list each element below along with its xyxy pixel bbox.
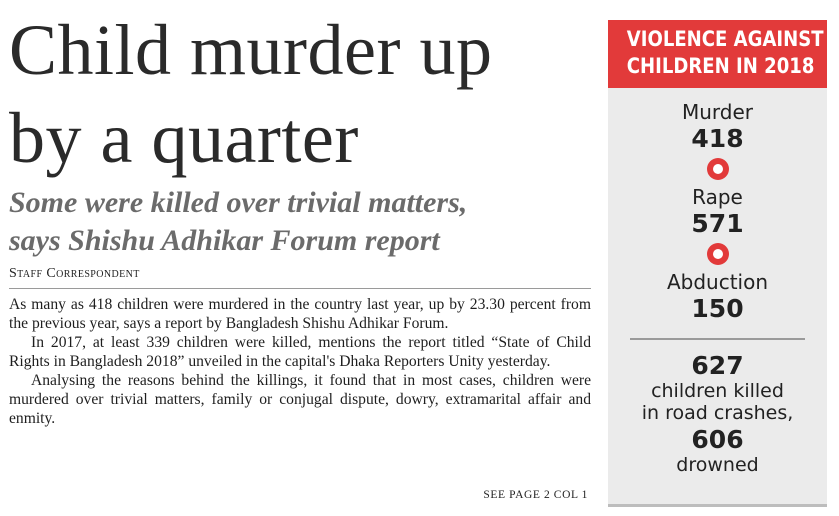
stat-value: 627 — [691, 351, 744, 380]
stat-rape — [608, 184, 827, 238]
byline: Staff Correspondent — [9, 266, 591, 289]
headline-line-1: Child murder up — [9, 10, 493, 90]
stat-label — [608, 380, 827, 424]
sidebar-bottom-rule — [608, 504, 827, 507]
subhead-line-2: says Shishu Adhikar Forum report — [9, 224, 440, 257]
stat-murder — [608, 99, 827, 153]
stats-sidebar — [608, 20, 827, 507]
stat-label: drowned — [676, 454, 759, 476]
stat-value: 571 — [691, 209, 744, 238]
stat-road-crashes — [608, 352, 827, 424]
paragraph-2: In 2017, at least 339 children were killed, mentions the report titled “State of Child Rights in Bangladesh 2018” unveiled in the capital's Dhaka Reporters Unity yesterday. — [9, 334, 591, 370]
stat-abduction — [608, 269, 827, 323]
circle-bullet-icon — [707, 158, 729, 180]
headline-line-2: by a quarter — [9, 98, 359, 178]
circle-bullet-icon — [707, 243, 729, 265]
sidebar-title-line-1: VIOLENCE AGAINST — [626, 27, 824, 51]
stat-drowned — [608, 426, 827, 476]
stat-value: 418 — [691, 124, 744, 153]
road-label-line-2: in road crashes, — [641, 402, 794, 424]
stat-value: 150 — [691, 294, 744, 323]
stat-label: Abduction — [666, 270, 769, 294]
sidebar-divider — [630, 338, 805, 340]
subheadline — [9, 184, 591, 260]
sidebar-title — [608, 20, 827, 88]
headline — [9, 6, 591, 182]
paragraph-1: As many as 418 children were murdered in the country last year, up by 23.30 percent from the previous year, says a report by Bangladesh Shishu Adhikar Forum. — [9, 296, 591, 332]
paragraph-3: Analysing the reasons behind the killings, it found that in most cases, children were murdered over trivial matters, family or conjugal dispute, dowry, extramarital affair and enmity. — [9, 372, 591, 427]
continuation-line: SEE PAGE 2 COL 1 — [483, 489, 588, 501]
subhead-line-1: Some were killed over trivial matters, — [9, 186, 468, 219]
road-label-line-1: children killed — [651, 380, 784, 402]
stat-value: 606 — [691, 425, 744, 454]
sidebar-title-line-2: CHILDREN IN 2018 — [626, 54, 815, 78]
article-body — [9, 295, 591, 428]
article — [9, 0, 591, 516]
stat-label: Rape — [692, 185, 743, 209]
stat-label: Murder — [681, 100, 754, 124]
